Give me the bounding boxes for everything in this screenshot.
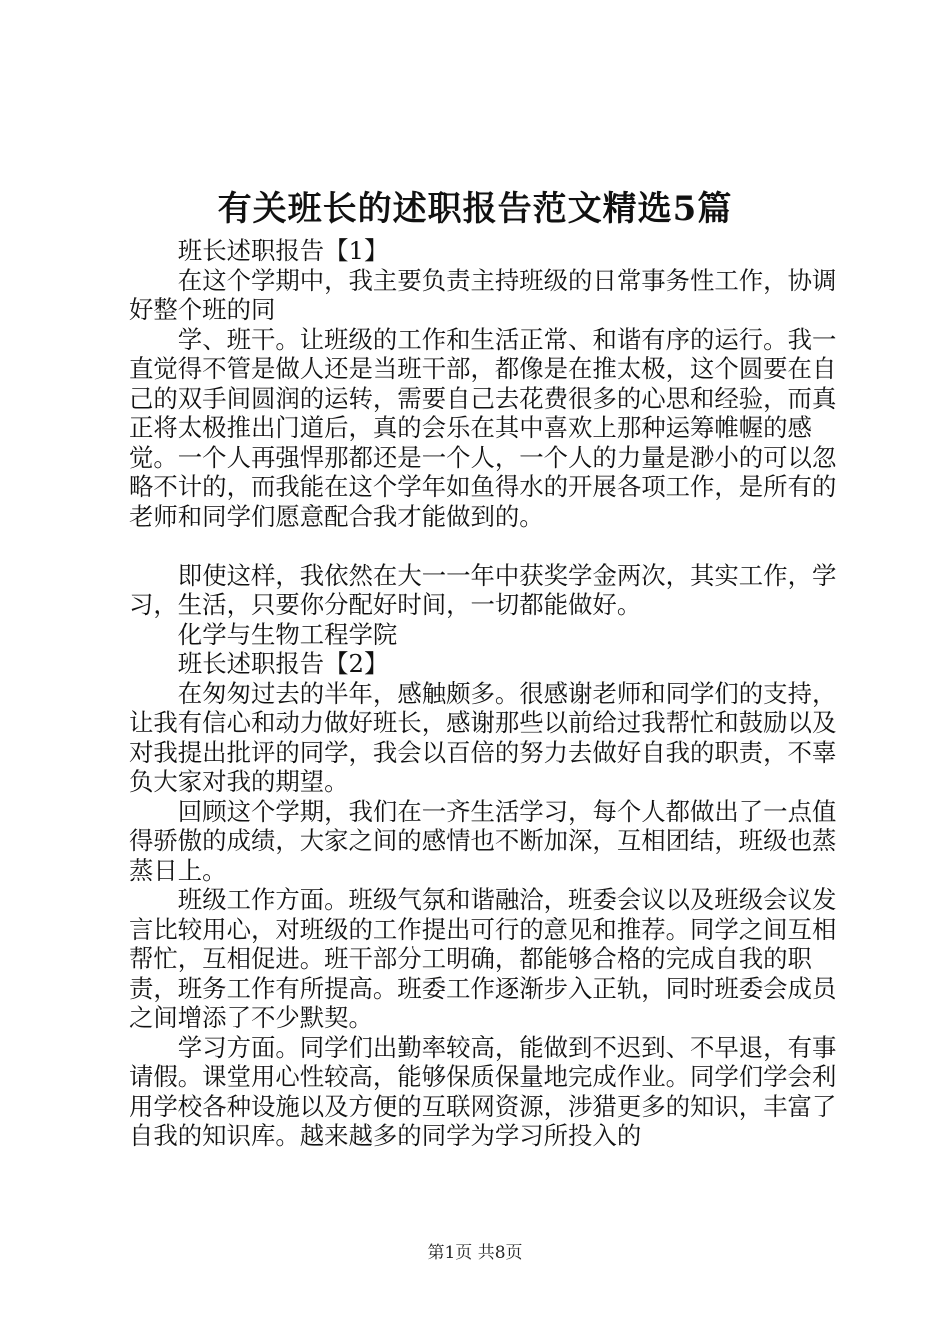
page-footer: 第1页 共8页 (427, 1243, 523, 1263)
body-paragraph: 在匆匆过去的半年，感触颇多。很感谢老师和同学们的支持，让我有信心和动力做好班长，感谢那些以前给过我帮忙和鼓励以及对我提出批评的同学，我会以百倍的努力去做好自我的职责，不辜负大家对我的期望。 (129, 678, 837, 796)
body-paragraph: 学、班干。让班级的工作和生活正常、和谐有序的运行。我一直觉得不管是做人还是当班干部，都像是在推太极，这个圆要在自己的双手间圆润的运转，需要自己去花费很多的心思和经验，而真正将太极推出门道后，真的会乐在其中喜欢上那种运筹帷幄的感觉。一个人再强悍那都还是一个人，一个人的力量是渺小的可以忽略不计的，而我能在这个学年如鱼得水的开展各项工作，是所有的老师和同学们愿意配合我才能做到的。 (129, 324, 837, 531)
section-heading-2: 班长述职报告【2】 (177, 649, 389, 678)
body-paragraph: 回顾这个学期，我们在一齐生活学习，每个人都做出了一点值得骄傲的成绩，大家之间的感情也不断加深，互相团结，班级也蒸蒸日上。 (129, 796, 837, 885)
body-paragraph: 学习方面。同学们出勤率较高，能做到不迟到、不早退，有事请假。课堂用心性较高，能够保质保量地完成作业。同学们学会利用学校各种设施以及方便的互联网资源，涉猎更多的知识，丰富了自我的知识库。越来越多的同学为学习所投入的 (129, 1032, 837, 1150)
document-title: 有关班长的述职报告范文精选5篇 (217, 189, 733, 229)
body-paragraph: 在这个学期中，我主要负责主持班级的日常事务性工作，协调好整个班的同 (129, 265, 837, 324)
body-paragraph: 即使这样，我依然在大一一年中获奖学金两次，其实工作，学习，生活，只要你分配好时间，一切都能做好。 (129, 560, 837, 619)
body-paragraph: 班级工作方面。班级气氛和谐融洽，班委会议以及班级会议发言比较用心，对班级的工作提出可行的意见和推荐。同学之间互相帮忙，互相促进。班干部分工明确，都能够合格的完成自我的职责，班务工作有所提高。班委工作逐渐步入正轨，同时班委会成员之间增添了不少默契。 (129, 885, 837, 1032)
signature-college: 化学与生物工程学院 (177, 619, 398, 649)
document-body (129, 236, 849, 1151)
section-heading-1: 班长述职报告【1】 (177, 236, 389, 265)
